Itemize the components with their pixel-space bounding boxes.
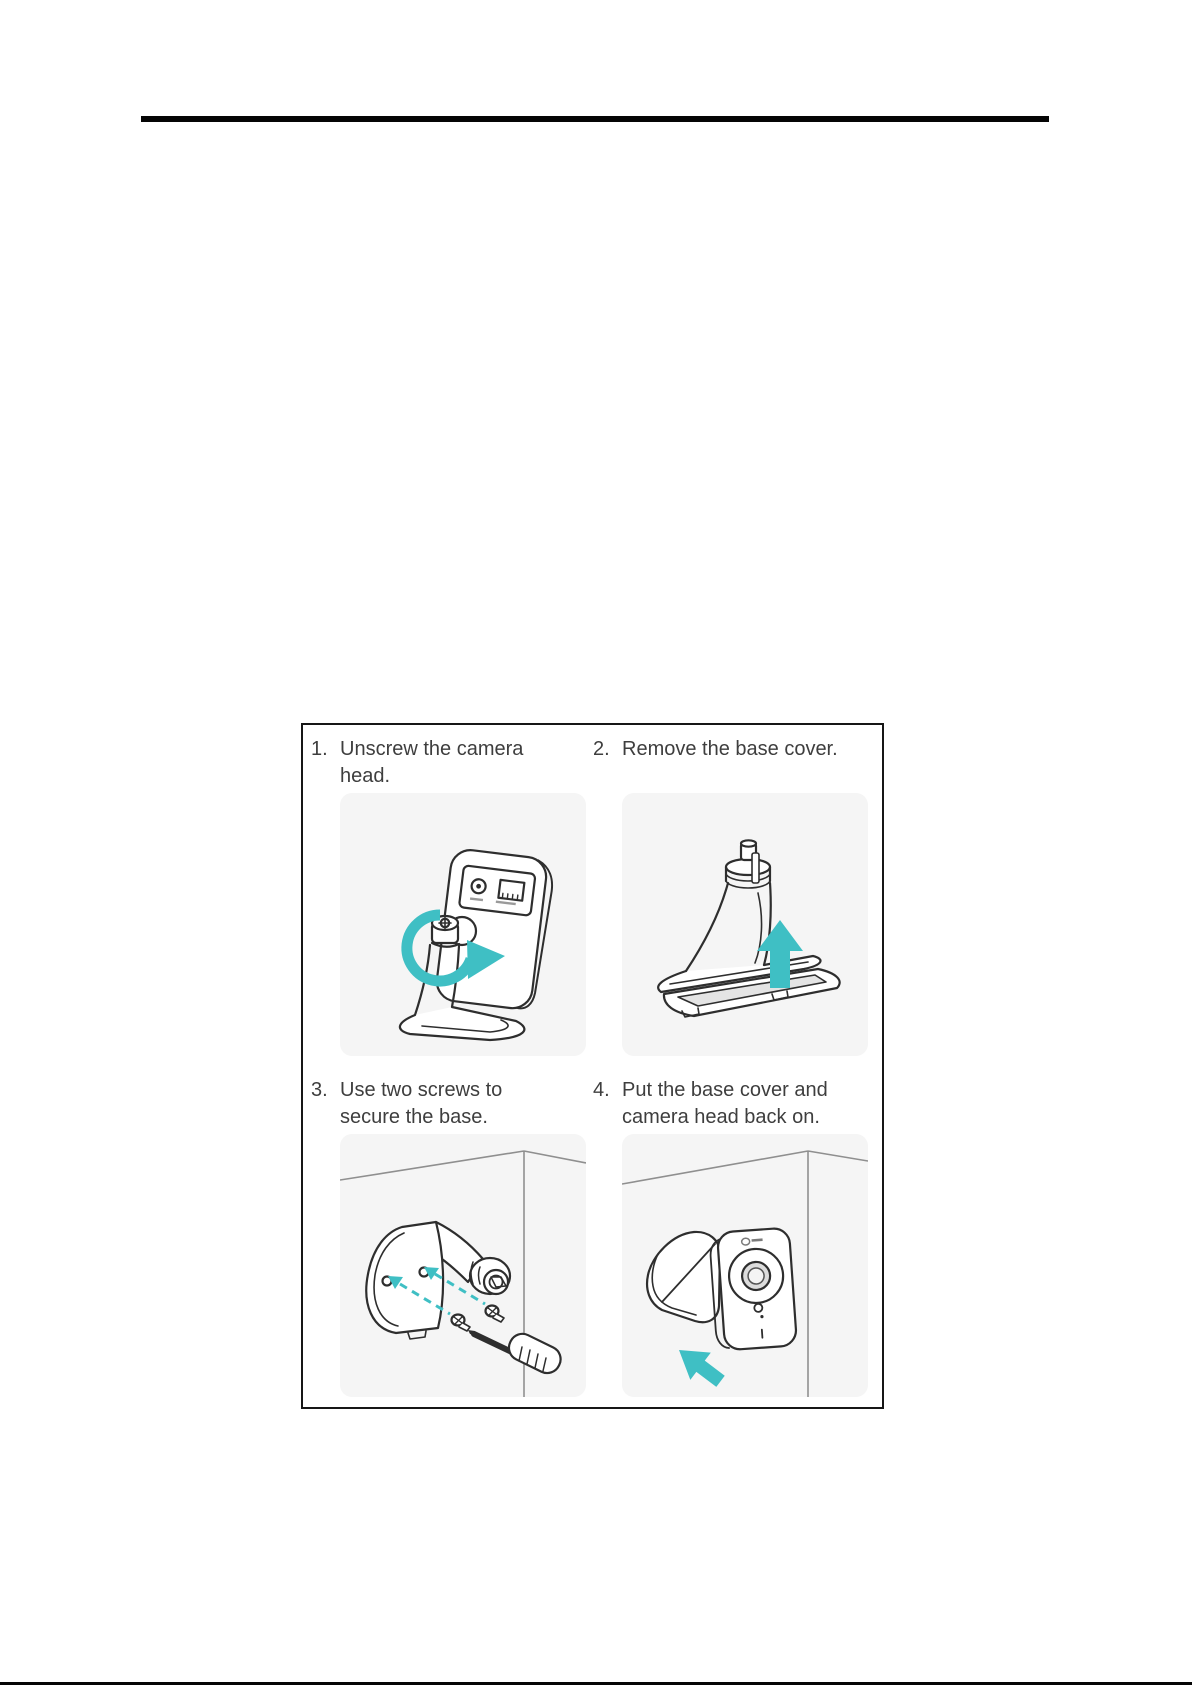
camera-back-rotate-illustration bbox=[340, 793, 586, 1056]
step-number: 1. bbox=[311, 738, 328, 760]
step-number: 4. bbox=[593, 1079, 610, 1101]
installation-figure bbox=[301, 723, 884, 1409]
step-caption-line: camera head back on. bbox=[622, 1106, 820, 1128]
step-number: 3. bbox=[311, 1079, 328, 1101]
screwdriver bbox=[468, 1329, 565, 1377]
stand-base-cover-lift-illustration bbox=[622, 793, 868, 1056]
step-4-illustration-panel bbox=[622, 1134, 868, 1397]
screw bbox=[452, 1315, 471, 1332]
top-divider bbox=[141, 116, 1049, 122]
screw bbox=[486, 1306, 505, 1323]
step-caption-line: head. bbox=[340, 765, 391, 787]
step-1-illustration-panel bbox=[340, 793, 586, 1056]
wall-mount-screws-illustration bbox=[340, 1134, 586, 1397]
step-number: 2. bbox=[593, 738, 610, 760]
step-2-caption bbox=[593, 736, 878, 763]
step-3-caption bbox=[311, 1077, 596, 1131]
step-3-illustration-panel bbox=[340, 1134, 586, 1397]
step-caption-line: secure the base. bbox=[340, 1106, 488, 1128]
step-2-illustration-panel bbox=[622, 793, 868, 1056]
step-1 bbox=[311, 736, 596, 1071]
step-3 bbox=[311, 1077, 596, 1412]
step-caption-line: Put the base cover and bbox=[622, 1079, 828, 1101]
step-1-caption bbox=[311, 736, 596, 790]
step-caption-line: Use two screws to bbox=[340, 1079, 503, 1101]
step-caption-line: Remove the base cover. bbox=[622, 738, 838, 760]
step-2 bbox=[593, 736, 878, 1071]
step-4 bbox=[593, 1077, 878, 1412]
step-4-caption bbox=[593, 1077, 878, 1131]
camera-mounted-wall-illustration bbox=[622, 1134, 868, 1397]
step-caption-line: Unscrew the camera bbox=[340, 738, 524, 760]
